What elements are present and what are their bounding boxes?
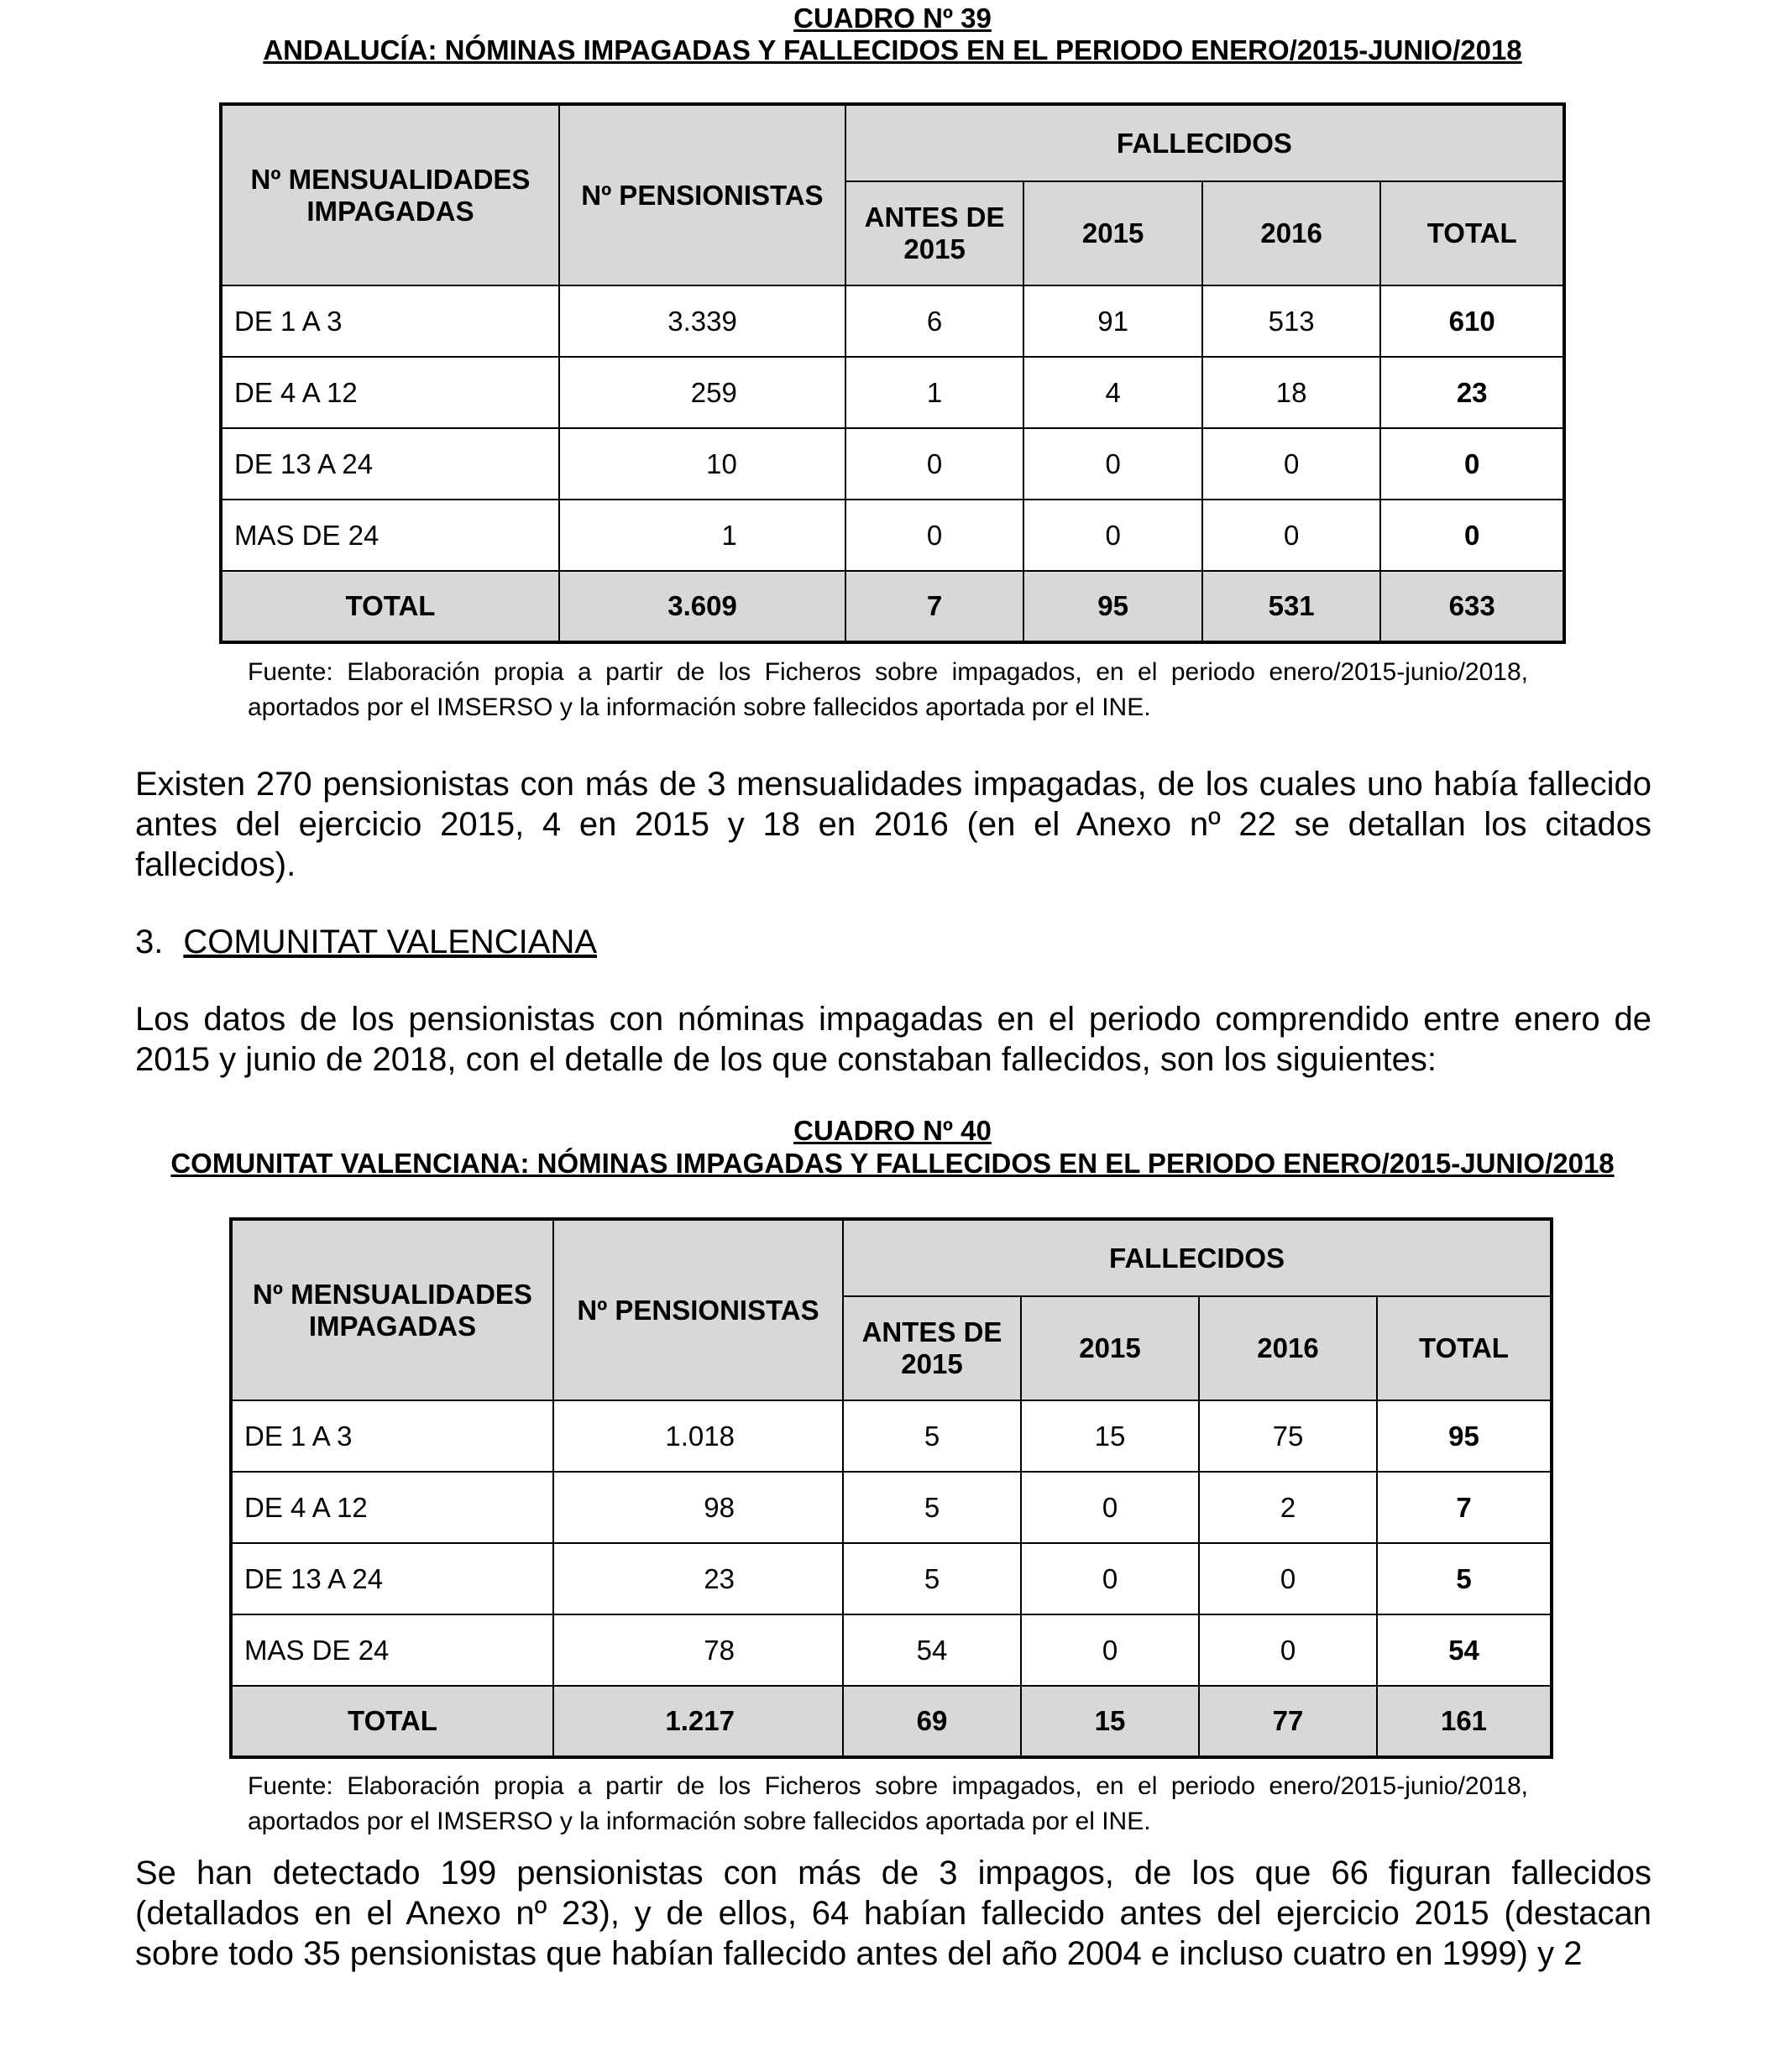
header-2015: 2015 bbox=[1021, 1296, 1199, 1400]
row-label: DE 4 A 12 bbox=[221, 357, 559, 428]
table-row bbox=[231, 1543, 1552, 1614]
cell-pensionistas: 10 bbox=[559, 428, 845, 500]
row-label: DE 1 A 3 bbox=[221, 285, 559, 357]
cell-antes: 5 bbox=[843, 1543, 1021, 1614]
cell-2015: 15 bbox=[1021, 1400, 1199, 1472]
total-pensionistas: 3.609 bbox=[559, 571, 845, 642]
total-antes: 69 bbox=[843, 1686, 1021, 1757]
total-antes: 7 bbox=[845, 571, 1024, 642]
cell-2015: 91 bbox=[1023, 285, 1202, 357]
cell-antes: 5 bbox=[843, 1472, 1021, 1543]
cell-2016: 2 bbox=[1199, 1472, 1377, 1543]
total-2015: 95 bbox=[1023, 571, 1202, 642]
section-number: 3. bbox=[135, 924, 164, 960]
cuadro-40-title: COMUNITAT VALENCIANA: NÓMINAS IMPAGADAS Y FALLECIDOS EN EL PERIODO ENERO/2015-JUNIO/2018 bbox=[170, 1148, 1615, 1179]
cuadro-39-table bbox=[219, 102, 1566, 644]
cell-2016: 0 bbox=[1202, 500, 1381, 571]
header-antes: ANTES DE 2015 bbox=[845, 181, 1024, 285]
cell-total: 610 bbox=[1380, 285, 1564, 357]
header-total: TOTAL bbox=[1380, 181, 1564, 285]
header-2016: 2016 bbox=[1199, 1296, 1377, 1400]
cell-2015: 0 bbox=[1023, 428, 1202, 500]
cell-total: 54 bbox=[1377, 1614, 1552, 1686]
header-pensionistas: Nº PENSIONISTAS bbox=[559, 104, 845, 285]
total-total: 161 bbox=[1377, 1686, 1552, 1757]
row-label: DE 13 A 24 bbox=[231, 1543, 553, 1614]
cell-pensionistas: 1.018 bbox=[553, 1400, 843, 1472]
header-pensionistas: Nº PENSIONISTAS bbox=[553, 1219, 843, 1400]
cell-2015: 0 bbox=[1023, 500, 1202, 571]
cell-2016: 0 bbox=[1199, 1614, 1377, 1686]
paragraph-3: Se han detectado 199 pensionistas con más de 3 impagos, de los que 66 figuran fallecidos (detallados en el Anexo nº 23), y de ellos, 64 habían fallecido antes del ejercicio 2015 (destacan sobre todo 35 pensionistas que habían fallecido antes del año 2004 e incluso cuatro en 1999) y 2 bbox=[135, 1855, 1652, 1972]
cell-total: 0 bbox=[1380, 428, 1564, 500]
cuadro-40-source: Fuente: Elaboración propia a partir de los Ficheros sobre impagados, en el periodo enero/2015-junio/2018, aportados por el IMSERSO y la información sobre fallecidos aportada por el INE. bbox=[248, 1772, 1528, 1835]
total-row bbox=[221, 571, 1564, 642]
cell-pensionistas: 78 bbox=[553, 1614, 843, 1686]
total-total: 633 bbox=[1380, 571, 1564, 642]
cell-pensionistas: 3.339 bbox=[559, 285, 845, 357]
cell-total: 5 bbox=[1377, 1543, 1552, 1614]
cell-total: 7 bbox=[1377, 1472, 1552, 1543]
total-2016: 77 bbox=[1199, 1686, 1377, 1757]
row-label: MAS DE 24 bbox=[221, 500, 559, 571]
total-label: TOTAL bbox=[231, 1686, 553, 1757]
header-fallecidos: FALLECIDOS bbox=[845, 104, 1564, 181]
cell-2015: 0 bbox=[1021, 1543, 1199, 1614]
header-total: TOTAL bbox=[1377, 1296, 1552, 1400]
table-row bbox=[231, 1614, 1552, 1686]
total-row bbox=[231, 1686, 1552, 1757]
table-row bbox=[221, 428, 1564, 500]
paragraph-1: Existen 270 pensionistas con más de 3 mensualidades impagadas, de los cuales uno había fallecido antes del ejercicio 2015, 4 en 2015 y 18 en 2016 (en el Anexo nº 22 se detallan los citados fallecidos). bbox=[135, 766, 1652, 883]
cell-total: 95 bbox=[1377, 1400, 1552, 1472]
cell-2016: 18 bbox=[1202, 357, 1381, 428]
header-2015: 2015 bbox=[1023, 181, 1202, 285]
cuadro-39-title: ANDALUCÍA: NÓMINAS IMPAGADAS Y FALLECIDOS EN EL PERIODO ENERO/2015-JUNIO/2018 bbox=[263, 34, 1522, 65]
header-antes: ANTES DE 2015 bbox=[843, 1296, 1021, 1400]
cell-2015: 0 bbox=[1021, 1472, 1199, 1543]
cuadro-40-table bbox=[229, 1217, 1553, 1759]
row-label: DE 13 A 24 bbox=[221, 428, 559, 500]
table-row bbox=[231, 1400, 1552, 1472]
row-label: MAS DE 24 bbox=[231, 1614, 553, 1686]
cell-2016: 0 bbox=[1199, 1543, 1377, 1614]
cell-antes: 0 bbox=[845, 428, 1024, 500]
cuadro-40-number: CUADRO Nº 40 bbox=[793, 1115, 992, 1146]
cell-2016: 75 bbox=[1199, 1400, 1377, 1472]
cuadro-39-number: CUADRO Nº 39 bbox=[793, 3, 992, 34]
cuadro-39-source: Fuente: Elaboración propia a partir de los Ficheros sobre impagados, en el periodo enero/2015-junio/2018, aportados por el IMSERSO y la información sobre fallecidos aportada por el INE. bbox=[248, 658, 1528, 721]
cell-pensionistas: 259 bbox=[559, 357, 845, 428]
table-row bbox=[231, 1472, 1552, 1543]
cell-2016: 513 bbox=[1202, 285, 1381, 357]
cell-2015: 4 bbox=[1023, 357, 1202, 428]
total-label: TOTAL bbox=[221, 571, 559, 642]
row-label: DE 1 A 3 bbox=[231, 1400, 553, 1472]
cell-total: 23 bbox=[1380, 357, 1564, 428]
section-title: COMUNITAT VALENCIANA bbox=[183, 924, 598, 960]
table-row bbox=[221, 357, 1564, 428]
total-2015: 15 bbox=[1021, 1686, 1199, 1757]
cell-pensionistas: 1 bbox=[559, 500, 845, 571]
cell-antes: 1 bbox=[845, 357, 1024, 428]
table-row bbox=[221, 500, 1564, 571]
header-mensualidades: Nº MENSUALIDADES IMPAGADAS bbox=[231, 1219, 553, 1400]
cell-antes: 6 bbox=[845, 285, 1024, 357]
section-heading bbox=[135, 922, 597, 962]
cell-2016: 0 bbox=[1202, 428, 1381, 500]
cell-pensionistas: 98 bbox=[553, 1472, 843, 1543]
header-2016: 2016 bbox=[1202, 181, 1381, 285]
cell-antes: 5 bbox=[843, 1400, 1021, 1472]
cell-pensionistas: 23 bbox=[553, 1543, 843, 1614]
row-label: DE 4 A 12 bbox=[231, 1472, 553, 1543]
header-fallecidos: FALLECIDOS bbox=[843, 1219, 1552, 1296]
total-2016: 531 bbox=[1202, 571, 1381, 642]
cell-total: 0 bbox=[1380, 500, 1564, 571]
total-pensionistas: 1.217 bbox=[553, 1686, 843, 1757]
paragraph-2: Los datos de los pensionistas con nóminas impagadas en el periodo comprendido entre enero de 2015 y junio de 2018, con el detalle de los que constaban fallecidos, son los siguientes: bbox=[135, 1001, 1652, 1078]
cell-antes: 0 bbox=[845, 500, 1024, 571]
cell-antes: 54 bbox=[843, 1614, 1021, 1686]
table-row bbox=[221, 285, 1564, 357]
header-mensualidades: Nº MENSUALIDADES IMPAGADAS bbox=[221, 104, 559, 285]
cell-2015: 0 bbox=[1021, 1614, 1199, 1686]
